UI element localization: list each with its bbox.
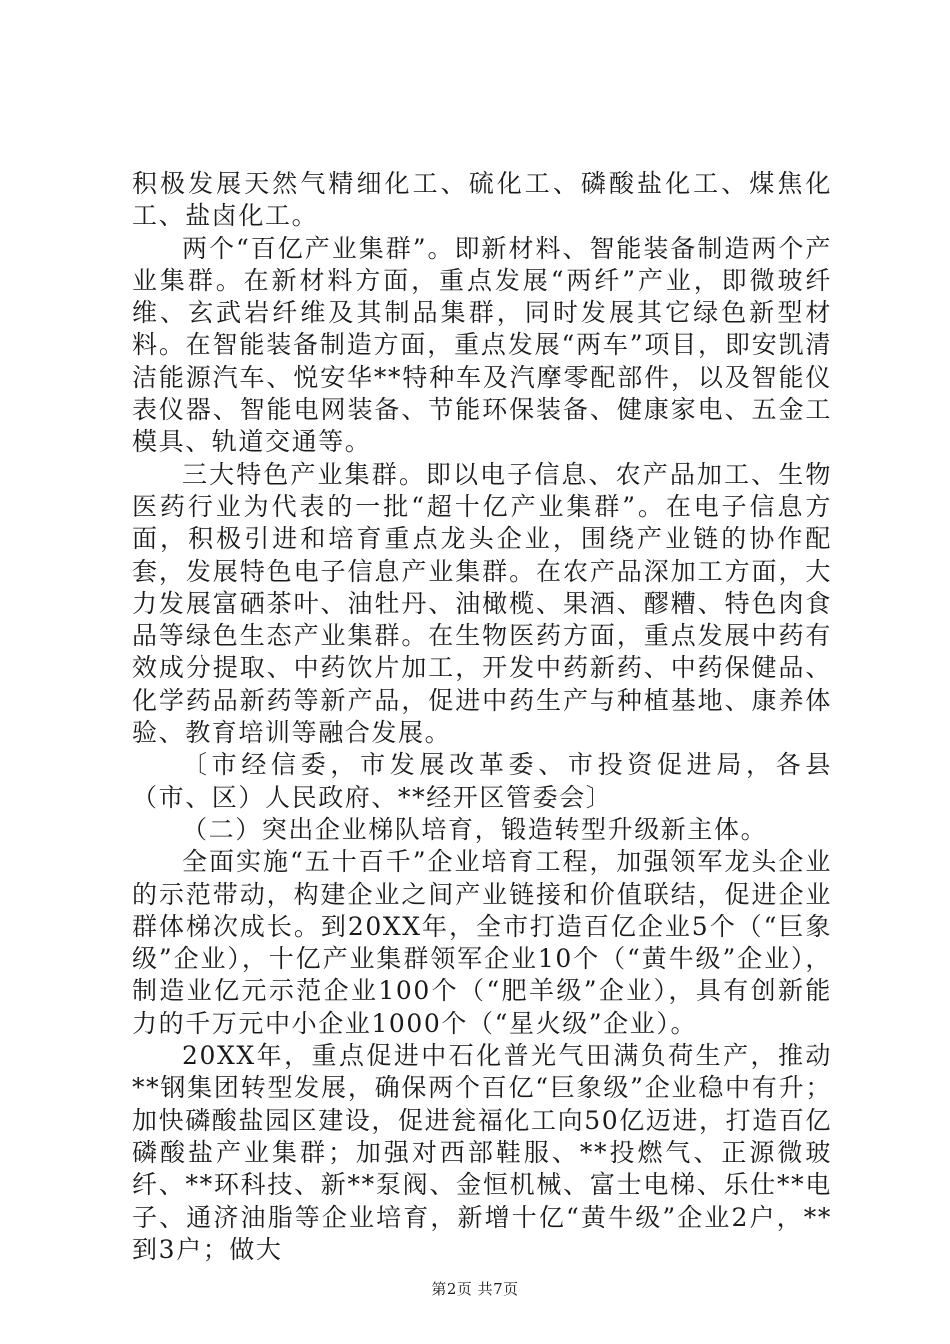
paragraph-two-industry-clusters: 两个“百亿产业集群”。即新材料、智能装备制造两个产业集群。在新材料方面，重点发展“两纤”产业，即微玻纤维、玄武岩纤维及其制品集群，同时发展其它绿色新型材料。在智能装备制造方面，重点发展“两车”项目，即安凯清洁能源汽车、悦安华**特种车及汽摩零配部件，以及智能仪表仪器、智能电网装备、节能环保装备、健康家电、五金工模具、轨道交通等。: [132, 233, 832, 457]
paragraph-responsible-units: 〔市经信委，市发展改革委、市投资促进局，各县（市、区）人民政府、**经开区管委会〕: [132, 750, 832, 812]
page-footer: 第2页 共7页: [431, 1280, 519, 1298]
paragraph-enterprise-cultivation: 全面实施“五十百千”企业培育工程，加强领军龙头企业的示范带动，构建企业之间产业链接和价值联结，促进企业群体梯次成长。到20XX年，全市打造百亿企业5个（“巨象级”企业），十亿产业集群领军企业10个（“黄牛级”企业），制造业亿元示范企业100个（“肥羊级”企业），具有创新能力的千万元中小企业1000个（“星火级”企业）。: [132, 847, 832, 1038]
document-body: [132, 168, 832, 1266]
section-heading: （二）突出企业梯队培育，锻造转型升级新主体。: [182, 814, 768, 844]
paragraph-three-featured-clusters: 三大特色产业集群。即以电子信息、农产品加工、生物医药行业为代表的一批“超十亿产业集群”。在电子信息方面，积极引进和培育重点龙头企业，围绕产业链的协作配套，发展特色电子信息产业集群。在农产品深加工方面，大力发展富硒茶叶、油牡丹、油橄榄、果酒、醪糟、特色肉食品等绿色生态产业集群。在生物医药方面，重点发展中药有效成分提取、中药饮片加工，开发中药新药、中药保健品、化学药品新药等新产品，促进中药生产与种植基地、康养体验、教育培训等融合发展。: [132, 459, 832, 748]
paragraph-continuation: 积极发展天然气精细化工、硫化工、磷酸盐化工、煤焦化工、盐卤化工。: [132, 169, 832, 231]
paragraph-20xx-plan: 20XX年，重点促进中石化普光气田满负荷生产，推动**钢集团转型发展，确保两个百亿“巨象级”企业稳中有升；加快磷酸盐园区建设，促进瓮福化工向50亿迈进，打造百亿磷酸盐产业集群；加强对西部鞋服、**投燃气、正源微玻纤、**环科技、新**泵阀、金恒机械、富士电梯、乐仕**电子、通济油脂等企业培育，新增十亿“黄牛级”企业2户，**到3户；做大: [132, 1041, 833, 1264]
